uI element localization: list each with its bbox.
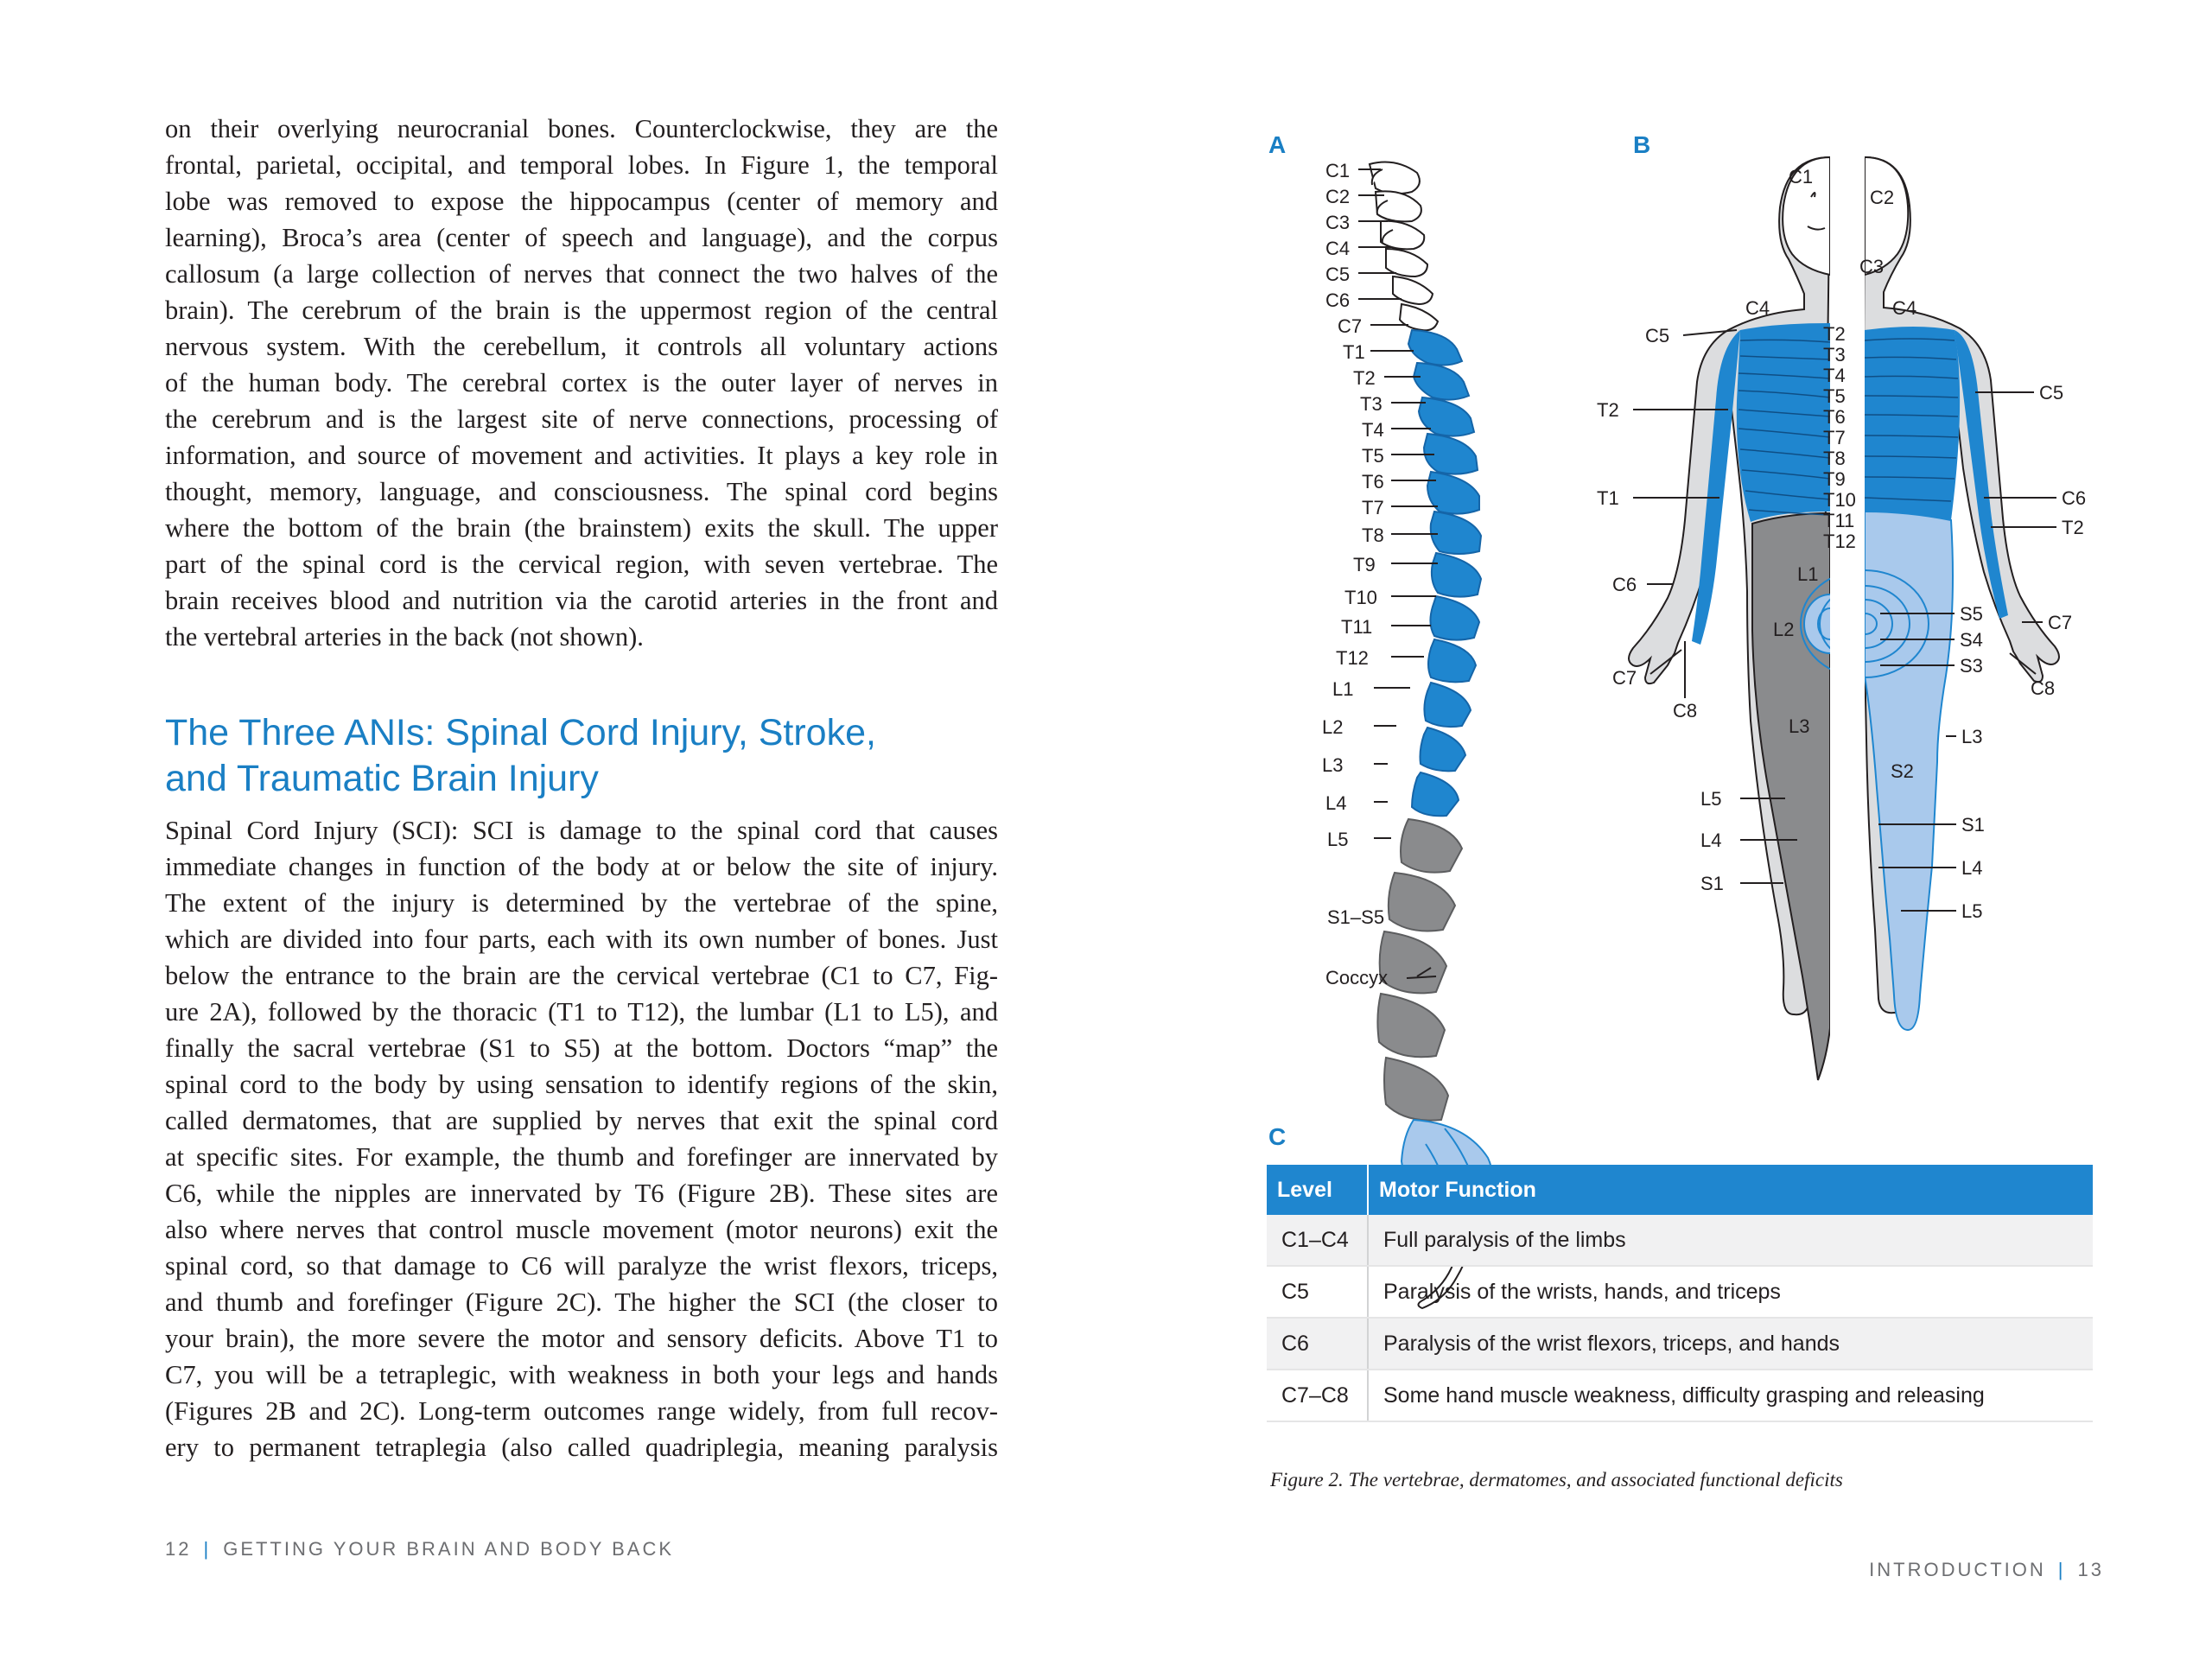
spine-label: C4: [1325, 238, 1351, 259]
heading-line-1: The Three ANIs: Spinal Cord Injury, Stroke,: [165, 712, 876, 753]
table-row: [1267, 1215, 2093, 1266]
spine-label: T3: [1360, 393, 1382, 415]
spine-label: L1: [1332, 678, 1354, 700]
text-line: C7, you will be a tetraplegic, with weakness in both your legs and hands: [165, 1360, 998, 1389]
function-cell: Paralysis of the wrists, hands, and triceps: [1368, 1266, 2093, 1318]
text-line: (Figures 2B and 2C). Long-term outcomes range widely, from full recov-: [165, 1396, 998, 1426]
dermatome-label: T7: [1823, 427, 1846, 448]
dermatome-label: L5: [1700, 788, 1722, 810]
dermatome-label: T5: [1823, 385, 1846, 407]
spine-label: T6: [1362, 471, 1384, 493]
lumbar-vertebrae: [1377, 819, 1462, 1121]
text-line: and thumb and forefinger (Figure 2C). The higher the SCI (the closer to: [165, 1287, 998, 1317]
dermatome-label: C1: [1789, 166, 1814, 188]
spine-label: L5: [1327, 829, 1349, 850]
cervical-vertebrae: [1370, 162, 1438, 331]
panel-c-letter: C: [1268, 1123, 1287, 1150]
figure-caption: Figure 2. The vertebrae, dermatomes, and associated functional deficits: [1270, 1469, 1843, 1491]
dermatome-body: [1629, 147, 2059, 1097]
level-cell: C5: [1267, 1266, 1368, 1318]
dermatome-label: C3: [1859, 256, 1885, 277]
page-number: 13: [2077, 1559, 2104, 1580]
text-line: immediate changes in function of the body at or below the site of injury.: [165, 852, 998, 881]
heading-line-2: and Traumatic Brain Injury: [165, 758, 599, 799]
dermatome-label: T12: [1823, 531, 1856, 552]
running-head: GETTING YOUR BRAIN AND BODY BACK: [223, 1538, 675, 1560]
spine-label: T10: [1344, 587, 1377, 608]
spine-label: T1: [1343, 341, 1365, 363]
dermatome-label: L2: [1773, 619, 1795, 640]
text-line: nervous system. With the cerebellum, it controls all voluntary actions: [165, 332, 998, 361]
spine-label: T5: [1362, 445, 1384, 467]
level-cell: C1–C4: [1267, 1215, 1368, 1266]
folio-right: [1869, 1559, 2104, 1581]
column-header-level: Level: [1267, 1165, 1368, 1215]
dermatome-label: S5: [1960, 603, 1983, 625]
dermatome-label: C8: [2031, 677, 2056, 699]
spine-label: C5: [1325, 264, 1351, 285]
dermatome-label: C8: [1673, 700, 1698, 721]
spine-label: T4: [1362, 419, 1384, 441]
spine-label: Coccyx: [1325, 967, 1389, 988]
running-head: INTRODUCTION: [1869, 1559, 2046, 1580]
text-line: finally the sacral vertebrae (S1 to S5) at the bottom. Doctors “map” the: [165, 1033, 998, 1063]
text-line: at specific sites. For example, the thumb and forefinger are innervated by: [165, 1142, 998, 1172]
dermatome-label: L4: [1700, 830, 1722, 851]
table-header-row: [1267, 1165, 2093, 1215]
column-header-motor-function: Motor Function: [1368, 1165, 2093, 1215]
dermatome-label: T3: [1823, 344, 1846, 365]
table-row: [1267, 1266, 2093, 1318]
text-line: where the bottom of the brain (the brainstem) exits the skull. The upper: [165, 513, 998, 543]
dermatome-label: C2: [1870, 187, 1895, 208]
motor-function-table: [1267, 1165, 2093, 1422]
spine-label: C7: [1338, 315, 1363, 337]
dermatome-label: T1: [1597, 487, 1619, 509]
dermatome-label: T8: [1823, 448, 1846, 469]
spine-illustration: [1370, 162, 1492, 1308]
text-line: information, and source of movement and activities. It plays a key role in: [165, 441, 998, 470]
text-line: brain). The cerebrum of the brain is the uppermost region of the central: [165, 296, 998, 325]
text-line: brain receives blood and nutrition via the carotid arteries in the front and: [165, 586, 998, 615]
text-line: lobe was removed to expose the hippocampus (center of memory and: [165, 187, 998, 216]
dermatome-label: L3: [1789, 715, 1810, 737]
function-cell: Some hand muscle weakness, difficulty grasping and releasing: [1368, 1370, 2093, 1421]
spine-label: L4: [1325, 792, 1347, 814]
dermatome-label: S2: [1891, 760, 1914, 782]
folio-divider: |: [2057, 1559, 2066, 1580]
panel-b-letter: B: [1633, 131, 1651, 158]
page-number: 12: [165, 1538, 192, 1560]
dermatome-label: C5: [1645, 325, 1670, 346]
dermatome-label: C7: [1612, 667, 1637, 689]
table-row: [1267, 1370, 2093, 1421]
text-line: learning), Broca’s area (center of speech and language), and the corpus: [165, 223, 998, 252]
level-cell: C7–C8: [1267, 1370, 1368, 1421]
text-line: Spinal Cord Injury (SCI): SCI is damage to the spinal cord that causes: [165, 816, 998, 845]
folio-divider: |: [203, 1538, 212, 1560]
spine-label: L2: [1322, 716, 1344, 738]
spine-label: T8: [1362, 524, 1384, 546]
text-line: ure 2A), followed by the thoracic (T1 to T12), the lumbar (L1 to L5), and: [165, 997, 998, 1027]
spine-label: C6: [1325, 289, 1351, 311]
dermatome-label: T9: [1823, 468, 1846, 490]
dermatome-label: C6: [1612, 574, 1637, 595]
spine-label: S1–S5: [1327, 906, 1385, 928]
spine-label: T9: [1353, 554, 1376, 575]
text-line: the cerebrum and is the largest site of nerve connections, processing of: [165, 404, 998, 434]
spine-label: C3: [1325, 212, 1351, 233]
text-line: on their overlying neurocranial bones. Counterclockwise, they are the: [165, 114, 998, 143]
text-line: which are divided into four parts, each with its own number of bones. Just: [165, 925, 998, 954]
dermatome-label: C5: [2039, 382, 2064, 404]
dermatome-label: T4: [1823, 365, 1846, 386]
spine-label: C1: [1325, 160, 1351, 181]
dermatome-label: T11: [1823, 510, 1855, 531]
text-line: part of the spinal cord is the cervical region, with seven vertebrae. The: [165, 550, 998, 579]
text-line: C6, while the nipples are innervated by T6 (Figure 2B). These sites are: [165, 1179, 998, 1208]
level-cell: C6: [1267, 1318, 1368, 1370]
dermatome-label: L3: [1961, 726, 1983, 747]
text-line: of the human body. The cerebral cortex is the outer layer of nerves in: [165, 368, 998, 397]
dermatome-label: C4: [1892, 297, 1917, 319]
spine-label: T2: [1353, 367, 1376, 389]
dermatome-label: L5: [1961, 900, 1983, 922]
dermatome-label: T2: [1823, 323, 1846, 345]
dermatome-label: L4: [1961, 857, 1983, 879]
dermatome-label: T2: [2062, 517, 2084, 538]
dermatome-label: S1: [1961, 814, 1985, 836]
dermatome-label: C7: [2048, 612, 2073, 633]
spine-label: T7: [1362, 497, 1384, 518]
text-line: callosum (a large collection of nerves that connect the two halves of the: [165, 259, 998, 289]
text-line: below the entrance to the brain are the cervical vertebrae (C1 to C7, Fig-: [165, 961, 998, 990]
spine-label: T11: [1341, 616, 1373, 638]
dermatome-label: S4: [1960, 629, 1983, 651]
spine-label: C2: [1325, 186, 1351, 207]
text-line: called dermatomes, that are supplied by nerves that exit the spinal cord: [165, 1106, 998, 1135]
text-line: your brain), the more severe the motor and sensory deficits. Above T1 to: [165, 1324, 998, 1353]
text-line: spinal cord, so that damage to C6 will paralyze the wrist flexors, triceps,: [165, 1251, 998, 1281]
dermatome-label: S3: [1960, 655, 1983, 677]
text-line: the vertebral arteries in the back (not shown).: [165, 622, 644, 652]
spine-label: L3: [1322, 754, 1344, 776]
text-line: spinal cord to the body by using sensation to identify regions of the skin,: [165, 1070, 998, 1099]
text-line: The extent of the injury is determined by the vertebrae of the spine,: [165, 888, 998, 918]
panel-a-labels: [1322, 160, 1388, 988]
panel-a-letter: A: [1268, 131, 1287, 158]
dermatome-label: T6: [1823, 406, 1846, 428]
dermatome-label: T10: [1823, 489, 1856, 511]
dermatome-label: L1: [1797, 563, 1819, 585]
dermatome-label: C4: [1745, 297, 1770, 319]
function-cell: Paralysis of the wrist flexors, triceps, and hands: [1368, 1318, 2093, 1370]
text-line: thought, memory, language, and consciousness. The spinal cord begins: [165, 477, 998, 506]
dermatome-label: T2: [1597, 399, 1619, 421]
text-line: also where nerves that control muscle movement (motor neurons) exit the: [165, 1215, 998, 1244]
text-line: frontal, parietal, occipital, and temporal lobes. In Figure 1, the temporal: [165, 150, 998, 180]
text-line: ery to permanent tetraplegia (also called quadriplegia, meaning paralysis: [165, 1433, 998, 1462]
dermatome-label: S1: [1700, 873, 1724, 894]
spine-label: T12: [1336, 647, 1369, 669]
table-row: [1267, 1318, 2093, 1370]
function-cell: Full paralysis of the limbs: [1368, 1215, 2093, 1266]
dermatome-label: C6: [2062, 487, 2087, 509]
